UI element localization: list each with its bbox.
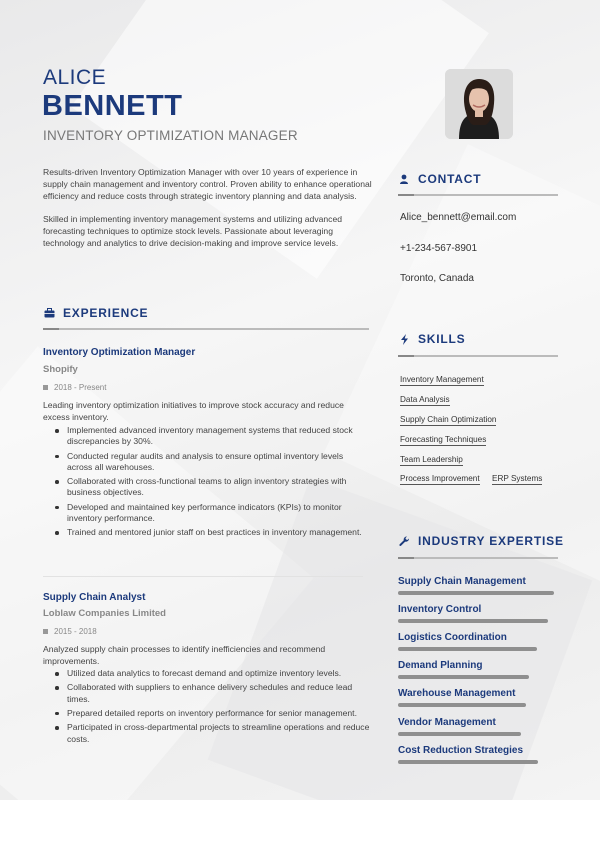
job-dates (43, 383, 106, 392)
job-bullets (55, 668, 370, 748)
expertise-label: Supply Chain Management (398, 576, 526, 587)
list-item: Implemented advanced inventory management systems that reduced stock discrepancies by 30%. (55, 425, 370, 447)
expertise-item (398, 576, 554, 595)
first-name: ALICE (43, 66, 107, 89)
expertise-bar (398, 703, 526, 707)
calendar-icon (43, 385, 48, 390)
expertise-item (398, 745, 538, 764)
list-item: Collaborated with suppliers to enhance delivery schedules and reduce lead times. (55, 682, 370, 704)
skill-tag: Forecasting Techniques (400, 435, 487, 444)
expertise-item (398, 717, 521, 736)
expertise-bar (398, 675, 529, 679)
job-title: INVENTORY OPTIMIZATION MANAGER (43, 128, 298, 143)
experience-rule (43, 328, 369, 330)
expertise-bar (398, 647, 537, 651)
job-description: Analyzed supply chain processes to identify inefficiencies and recommend improvements. (43, 644, 326, 666)
job-company: Loblaw Companies Limited (43, 608, 166, 619)
summary (43, 166, 373, 259)
contact-heading-label: CONTACT (418, 172, 482, 186)
expertise-bar (398, 591, 554, 595)
skill-tag: Process Improvement (400, 474, 480, 483)
briefcase-icon (43, 307, 55, 319)
contact-email[interactable]: Alice_bennett@email.com (400, 212, 517, 223)
expertise-bar (398, 760, 538, 764)
list-item: Trained and mentored junior staff on best practices in inventory management. (55, 527, 370, 538)
job-dates-text: 2015 - 2018 (54, 627, 97, 636)
job-dates (43, 627, 97, 636)
contact-rule (398, 194, 558, 196)
expertise-label: Warehouse Management (398, 688, 516, 699)
expertise-label: Inventory Control (398, 604, 482, 615)
expertise-label: Logistics Coordination (398, 632, 507, 643)
expertise-heading (398, 534, 564, 548)
summary-paragraph: Skilled in implementing inventory management systems and utilizing advanced forecasting techniques to optimize stock levels. Passionate about leveraging technology and analytics to drive decision-making and improve service levels. (43, 213, 343, 249)
list-item: Utilized data analytics to forecast demand and optimize inventory levels. (55, 668, 370, 679)
calendar-icon (43, 629, 48, 634)
skill-tag: Team Leadership (400, 455, 463, 464)
expertise-label: Cost Reduction Strategies (398, 745, 524, 756)
person-icon (398, 173, 410, 185)
lightning-icon (398, 333, 410, 345)
experience-heading-label: EXPERIENCE (63, 306, 149, 320)
skills-heading (398, 332, 465, 346)
list-item: Prepared detailed reports on inventory performance for senior management. (55, 708, 370, 719)
contact-heading (398, 172, 481, 186)
list-item: Conducted regular audits and analysis to ensure optimal inventory levels across all warehouses. (55, 451, 370, 473)
skills-rule (398, 355, 558, 357)
job-role: Supply Chain Analyst (43, 592, 146, 603)
list-item: Collaborated with cross-functional teams to align inventory strategies with business objectives. (55, 476, 370, 498)
job-company: Shopify (43, 364, 78, 375)
expertise-item (398, 632, 537, 651)
list-item: Developed and maintained key performance indicators (KPIs) to monitor inventory performance. (55, 502, 370, 524)
job-role: Inventory Optimization Manager (43, 347, 196, 358)
job-dates-text: 2018 - Present (54, 383, 107, 392)
job-bullets (55, 425, 370, 542)
experience-heading (43, 306, 148, 320)
wrench-icon (398, 535, 410, 547)
contact-phone: +1-234-567-8901 (400, 243, 478, 254)
expertise-item (398, 688, 526, 707)
contact-location: Toronto, Canada (400, 273, 474, 284)
skill-tag: ERP Systems (492, 474, 543, 483)
expertise-item (398, 604, 548, 623)
skill-tag: Inventory Management (400, 375, 484, 384)
expertise-rule (398, 557, 558, 559)
skills-heading-label: SKILLS (418, 332, 466, 346)
list-item: Participated in cross-departmental projects to streamline operations and reduce costs. (55, 722, 370, 744)
summary-paragraph: Results-driven Inventory Optimization Manager with over 10 years of experience in supply chain management and inventory control. Proven ability to enhance operational efficiency and reduce costs through strategic inventory planning and data analysis. (43, 167, 372, 202)
last-name: BENNETT (42, 90, 183, 122)
profile-photo (445, 69, 513, 139)
skill-tag: Supply Chain Optimization (400, 415, 497, 424)
expertise-label: Demand Planning (398, 660, 483, 671)
expertise-label: Vendor Management (398, 717, 496, 728)
job-divider (43, 576, 363, 577)
expertise-bar (398, 619, 548, 623)
expertise-item (398, 660, 529, 679)
expertise-heading-label: INDUSTRY EXPERTISE (418, 534, 564, 548)
job-description: Leading inventory optimization initiatives to improve stock accuracy and reduce excess inventory. (43, 400, 344, 422)
skill-tag: Data Analysis (400, 395, 450, 404)
expertise-bar (398, 732, 521, 736)
